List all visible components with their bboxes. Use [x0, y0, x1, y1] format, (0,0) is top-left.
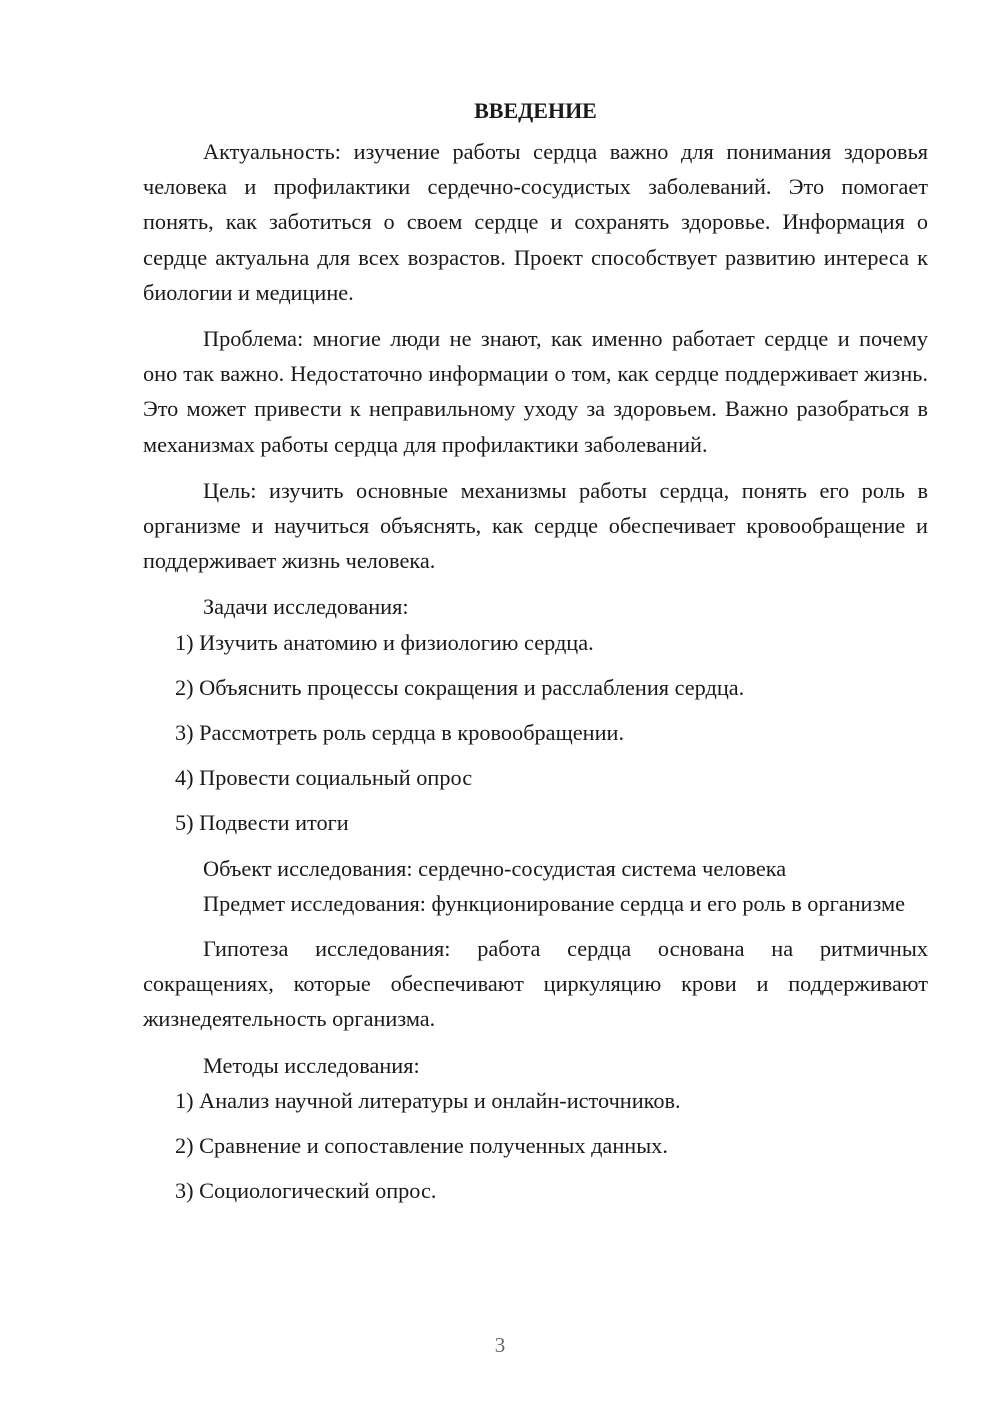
task-item: 3) Рассмотреть роль сердца в кровообращении.: [175, 720, 625, 746]
problem-paragraph: Проблема: многие люди не знают, как именно работает сердце и почему оно так важно. Недостаточно информации о том, как сердце поддерживает жизнь. Это может привести к неправильному уходу за здоровьем. Важно разобраться в механизмах работы сердца для профилактики заболеваний.: [143, 326, 928, 457]
method-item: 3) Социологический опрос.: [175, 1178, 437, 1204]
methods-list: [143, 1083, 928, 1209]
hypothesis-paragraph: Гипотеза исследования: работа сердца основана на ритмичных сокращениях, которые обеспечивают циркуляцию крови и поддерживают жизнедеятельность организма.: [143, 936, 928, 1032]
task-item: 5) Подвести итоги: [175, 810, 349, 836]
object-paragraph: Объект исследования: сердечно-сосудистая система человека: [203, 855, 787, 881]
document-page: [143, 96, 928, 1218]
goal-paragraph: Цель: изучить основные механизмы работы сердца, понять его роль в организме и научиться объяснять, как сердце обеспечивает кровообращение и поддерживает жизнь человека.: [143, 477, 928, 574]
methods-heading: Методы исследования:: [203, 1052, 420, 1078]
method-item: 2) Сравнение и сопоставление полученных данных.: [175, 1133, 668, 1159]
task-item: 4) Провести социальный опрос: [175, 765, 473, 791]
section-title: ВВЕДЕНИЕ: [474, 98, 597, 123]
subject-paragraph: Предмет исследования: функционирование сердца и его роль в организме: [203, 890, 905, 916]
method-item: 1) Анализ научной литературы и онлайн-источников.: [175, 1087, 681, 1113]
task-item: 2) Объяснить процессы сокращения и расслабления сердца.: [175, 674, 745, 700]
tasks-heading: Задачи исследования:: [203, 594, 409, 620]
relevance-paragraph: Актуальность: изучение работы сердца важно для понимания здоровья человека и профилактики сердечно-сосудистых заболеваний. Это помогает понять, как заботиться о своем сердце и сохранять здоровье. Информация о сердце актуальна для всех возрастов. Проект способствует развитию интереса к биологии и медицине.: [143, 139, 928, 305]
tasks-list: [143, 625, 928, 841]
task-item: 1) Изучить анатомию и физиологию сердца.: [175, 629, 594, 655]
page-number: 3: [494, 1333, 506, 1357]
